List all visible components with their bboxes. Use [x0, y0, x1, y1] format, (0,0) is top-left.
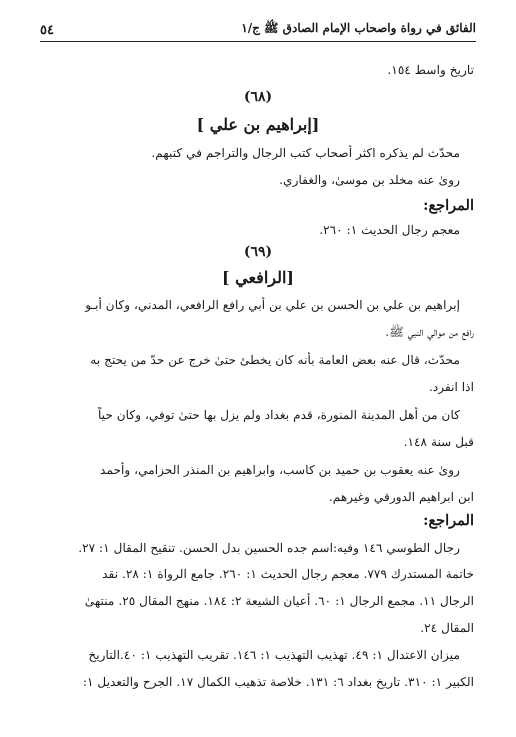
entry-68-references-heading: المراجع:: [423, 197, 474, 214]
entry-69-reference-line-4: المقال ٢٤.: [420, 621, 474, 635]
entry-69-number: (٦٩): [243, 244, 273, 260]
entry-69-reference-line-2: خاتمة المستدرك ٧٧٩. معجم رجال الحديث ١: ٢٦٠. جامع الرواة ١: ٢٨. نقد: [102, 567, 474, 581]
entry-69-reference-line-6: الكبير ١: ٣١٠. تاريخ بغداد ٦: ١٣١. خلاصة تذهيب الكمال ١٧. الجرح والتعديل ١:: [82, 675, 474, 689]
page-number: ٥٤: [40, 23, 54, 38]
entry-69-name: [الرافعي ]: [221, 268, 294, 287]
continuation-text: تاريخ واسط ١٥٤.: [387, 63, 474, 77]
entry-68-text-2: روىٰ عنه مخلد بن موسىٰ، والغفاري.: [279, 173, 460, 187]
entry-69-para-2-line-1: محدّث، قال عنه بعض العامة بأنه كان يخطئ حتىٰ خرج عن حدّ من يحتج به: [90, 353, 460, 367]
entry-69-reference-line-1: رجال الطوسي ١٤٦ وفيه:اسم جده الحسين بدل الحسن. تنقيح المقال ١: ٢٧.: [78, 541, 460, 555]
entry-69-para-4-line-1: روىٰ عنه يعقوب بن حميد بن كاسب، وابراهيم بن المنذر الحزامي، وأحمد: [100, 463, 460, 477]
entry-68-number: (٦٨): [243, 89, 273, 105]
entry-69-para-1-line-1: إبراهيم بن علي بن الحسن بن علي بن أبي رافع الرافعي، المدني، وكان أبـو: [85, 298, 460, 312]
entry-69-reference-line-5: ميزان الاعتدال ١: ٤٩. تهذيب التهذيب ١: ١٤٦. تقريب التهذيب ١: ٤٠.التاريخ: [88, 648, 460, 662]
entry-69-para-1-line-2: رافع من موالي النبي ﷺ.: [385, 325, 474, 339]
entry-69-reference-line-3: الرجال ١١. مجمع الرجال ١: ٦٠. أعيان الشيعة ٢: ١٨٤. منهج المقال ٢٥. منتهىٰ: [84, 594, 474, 608]
entry-69-para-2-line-2: اذا انفرد.: [428, 380, 474, 394]
entry-69-para-4-line-2: ابن ابراهيم الدورقي وغيرهم.: [328, 490, 474, 504]
entry-69-para-3-line-2: قبل سنة ١٤٨.: [403, 435, 474, 449]
entry-68-text-1: محدّث لم يذكره اكثر أصحاب كتب الرجال والتراجم في كتبهم.: [151, 146, 460, 160]
page-header: [40, 14, 476, 42]
entry-68-references: معجم رجال الحديث ١: ٢٦٠.: [319, 223, 460, 237]
running-title: الفائق في رواة واصحاب الإمام الصادق ﷺ ج/١: [241, 21, 476, 35]
entry-68-name: [إبراهيم بن علي ]: [196, 115, 320, 134]
entry-69-references-heading: المراجع:: [423, 512, 474, 529]
entry-69-para-3-line-1: كان من أهل المدينة المنورة، قدم بغداد ولم يزل بها حتىٰ توفي، وكان حياً: [97, 408, 460, 422]
